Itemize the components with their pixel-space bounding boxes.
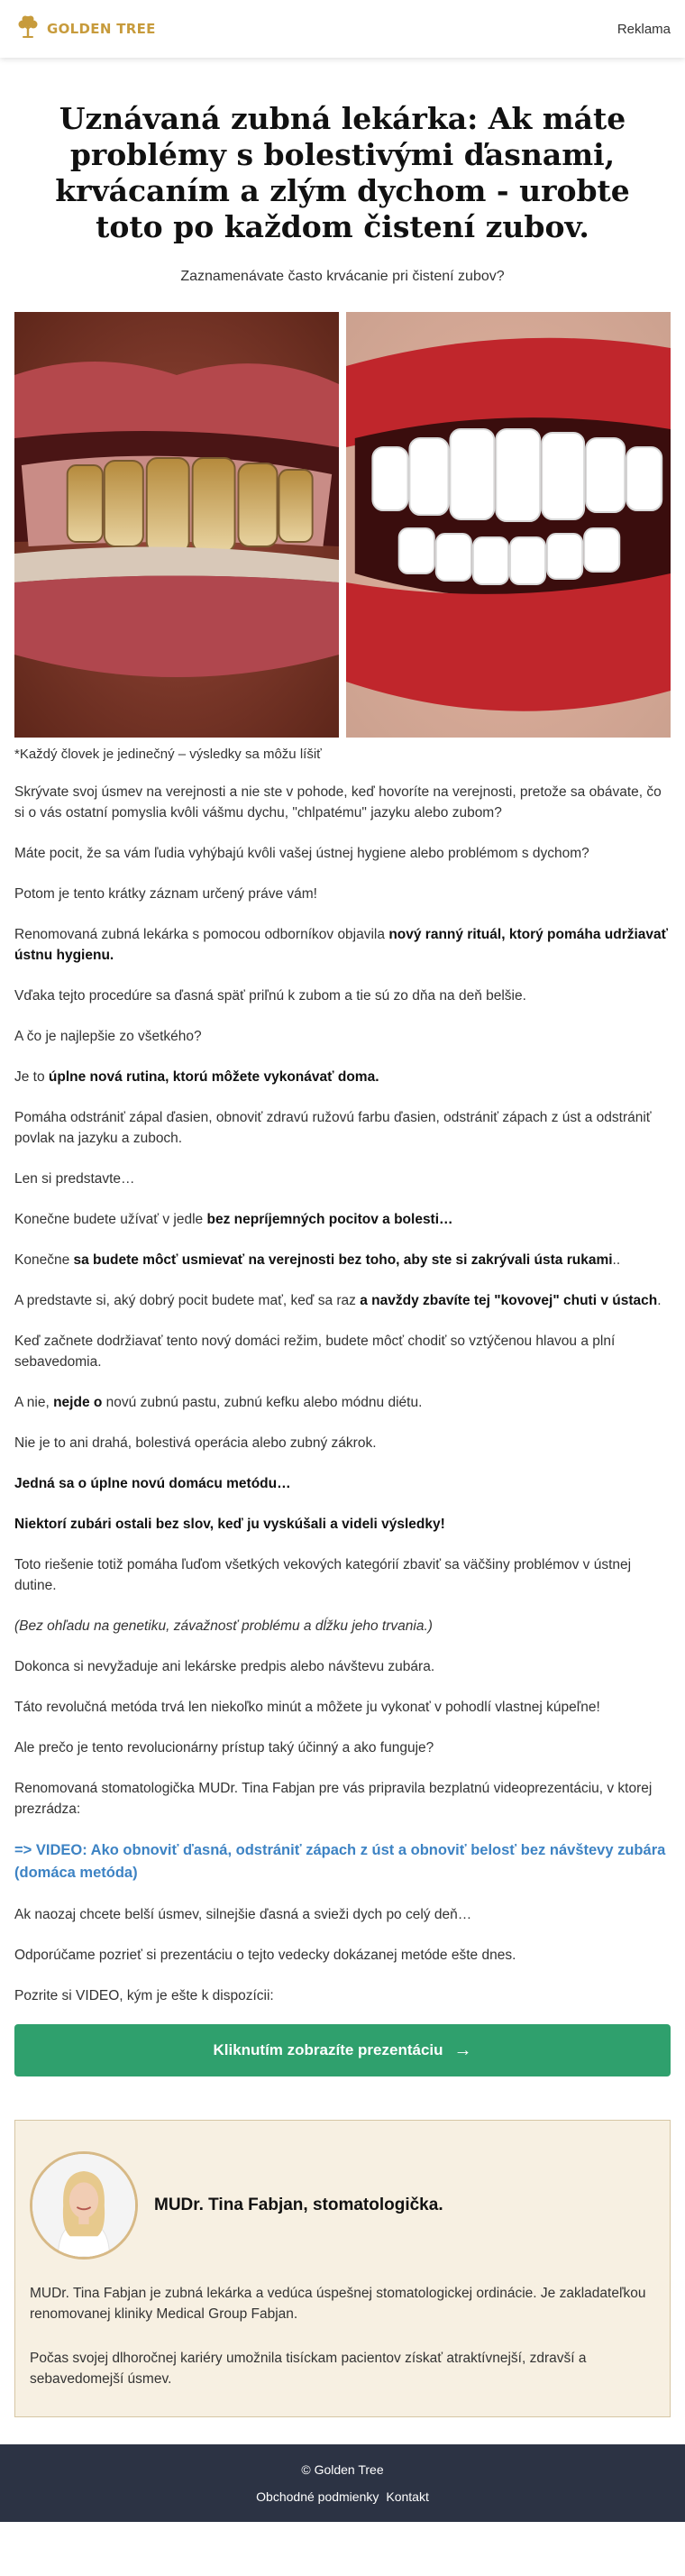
paragraph: Ak naozaj chcete belší úsmev, silnejšie ďasná a svieži dych po celý deň… [14,1907,472,1922]
ad-label: Reklama [616,21,671,37]
paragraph: Odporúčame pozrieť si prezentáciu o tejto vedecky dokázanej metóde ešte dnes. [14,1948,516,1963]
author-box [14,2120,671,2417]
paragraph: Potom je tento krátky záznam určený práve vám! [14,886,317,902]
paragraph: Renomovaná zubná lekárka s pomocou odborníkov objavila nový ranný rituál, ktorý pomáha udržiavať ústnu hygienu. [14,927,669,963]
results-disclaimer: *Každý človek je jedinečný – výsledky sa môžu líšiť [14,747,322,762]
article-body [0,782,685,2006]
view-presentation-button[interactable] [14,2024,671,2076]
video-link[interactable]: => VIDEO: Ako obnoviť ďasná, odstrániť zápach z úst a obnoviť belosť bez návštevy zubára (domáca metóda) [14,1842,666,1881]
paragraph: Máte pocit, že sa vám ľudia vyhýbajú kvôli vašej ústnej hygiene alebo problémom s dychom? [14,846,589,861]
page-subtitle: Zaznamenávate často krvácanie pri čistení zubov? [180,269,505,284]
author-header [30,2151,655,2260]
copyright: © Golden Tree [301,2462,384,2477]
paragraph: Nie je to ani drahá, bolestivá operácia alebo zubný zákrok. [14,1435,377,1451]
before-photo [14,312,339,738]
after-photo [346,312,671,738]
author-name: MUDr. Tina Fabjan, stomatologička. [154,2196,443,2214]
paragraph: Ale prečo je tento revolucionárny prístup taký účinný a ako funguje? [14,1740,434,1756]
paragraph: Skrývate svoj úsmev na verejnosti a nie ste v pohode, keď hovoríte na verejnosti, pretože sa obávate, čo si o vás ostatní pomyslia kvôli vášmu dychu, "chlpatému" jazyku alebo zubom? [14,784,662,820]
site-footer [0,2444,685,2522]
site-logo[interactable] [14,14,156,45]
logo-text: GOLDEN TREE [47,21,156,37]
paragraph: Dokonca si nevyžaduje ani lekárske predpis alebo návštevu zubára. [14,1659,435,1674]
paragraph: Toto riešenie totiž pomáha ľuďom všetkých vekových kategórií zbaviť sa väčšiny problémov v ústnej dutine. [14,1557,632,1593]
page-title: Uznávaná zubná lekárka: Ak máte problémy s bolestivými ďasnami, krvácaním a zlým dychom - urobte toto po každom čistení zubov. [55,101,630,244]
paragraph: Konečne sa budete môcť usmievať na verejnosti bez toho, aby ste si zakrývali ústa rukami.. [14,1252,621,1268]
cta-label: Kliknutím zobrazíte prezentáciu [213,2041,443,2058]
paragraph: Jedná sa o úplne novú domácu metódu… [14,1476,291,1491]
video-link-paragraph [14,1839,671,1884]
author-bio: Počas svojej dlhoročnej kariéry umožnila tisíckam pacientov získať atraktívnejší, zdravší a sebavedomejší úsmev. [30,2351,587,2387]
tree-icon [14,14,41,45]
paragraph: Pomáha odstrániť zápal ďasien, obnoviť zdravú ružovú farbu ďasien, odstrániť zápach z úst a odstrániť povlak na jazyku a zuboch. [14,1110,652,1146]
before-after-photos [14,312,671,738]
paragraph: Niektorí zubári ostali bez slov, keď ju vyskúšali a videli výsledky! [14,1517,445,1532]
paragraph: Táto revolučná metóda trvá len niekoľko minút a môžete ju vykonať v pohodlí vlastnej kúpeľne! [14,1700,600,1715]
paragraph: A predstavte si, aký dobrý pocit budete mať, keď sa raz a navždy zbavíte tej "kovovej" chuti v ústach. [14,1293,662,1308]
paragraph: Vďaka tejto procedúre sa ďasná späť priľnú k zubom a tie sú zo dňa na deň belšie. [14,988,526,1004]
paragraph: Keď začnete dodržiavať tento nový domáci režim, budete môcť chodiť so vztýčenou hlavou a plní sebavedomia. [14,1334,616,1370]
terms-link[interactable]: Obchodné podmienky [256,2489,379,2504]
site-header [0,0,685,58]
arrow-right-icon: → [453,2040,472,2060]
paragraph: Len si predstavte… [14,1171,135,1187]
contact-link[interactable]: Kontakt [386,2489,429,2504]
paragraph: Konečne budete užívať v jedle bez nepríjemných pocitov a bolesti… [14,1212,453,1227]
author-bio: MUDr. Tina Fabjan je zubná lekárka a vedúca úspešnej stomatologickej ordinácie. Je zakladateľkou renomovanej kliniky Medical Group Fabjan. [30,2286,646,2322]
paragraph: (Bez ohľadu na genetiku, závažnosť problému a dĺžku jeho trvania.) [14,1618,433,1634]
paragraph: A nie, nejde o novú zubnú pastu, zubnú kefku alebo módnu diétu. [14,1395,423,1410]
avatar [30,2151,138,2260]
paragraph: Pozrite si VIDEO, kým je ešte k dispozícii: [14,1988,274,2003]
footer-links [0,2489,685,2504]
paragraph: A čo je najlepšie zo všetkého? [14,1029,202,1044]
paragraph: Renomovaná stomatologička MUDr. Tina Fabjan pre vás pripravila bezplatnú videoprezentáciu, v ktorej prezrádza: [14,1781,653,1817]
paragraph: Je to úplne nová rutina, ktorú môžete vykonávať doma. [14,1069,379,1085]
